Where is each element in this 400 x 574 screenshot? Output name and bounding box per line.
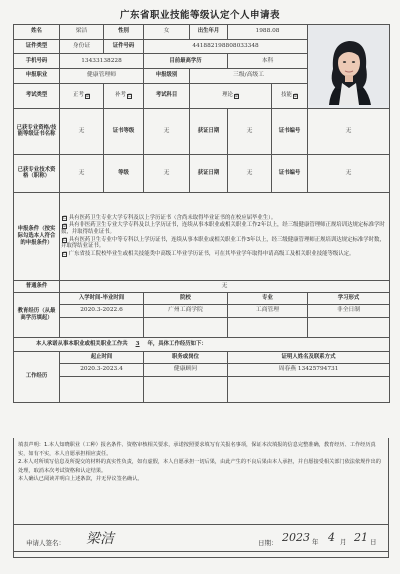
work-row-2-position (144, 376, 228, 402)
work-row-2-period (60, 376, 144, 402)
work-intro (14, 337, 390, 351)
table-row (14, 363, 390, 376)
work-exp-label: 工作经历 (14, 351, 60, 402)
exam-subject-theory-checkbox[interactable]: ☑ (234, 93, 239, 99)
id-type-value: 身份证 (60, 39, 104, 54)
birth-value: 1988.08 (228, 25, 308, 40)
condition-option-3[interactable] (61, 236, 388, 250)
education-label: 目前最高学历 (144, 54, 228, 69)
exam-subject-skill[interactable] (272, 83, 308, 108)
issue-date-label-2: 获证日期 (190, 154, 228, 192)
exam-type-normal-label: 正考 (73, 92, 84, 99)
edu-row-1-school: 广州工商学院 (144, 304, 228, 317)
edu-row-1-mode: 非全日制 (308, 304, 390, 317)
edu-header-period: 入学时间-毕业时间 (60, 292, 144, 304)
work-row-1-reference: 周春燕 13425794731 (228, 363, 390, 376)
id-number-label: 证件号码 (104, 39, 144, 54)
date-month: 4 (328, 531, 335, 544)
exam-type-makeup-checkbox[interactable]: ☐ (127, 93, 132, 99)
grade-label: 等级 (104, 154, 144, 192)
gender-label: 性别 (104, 25, 144, 40)
held-cert-name: 无 (60, 108, 104, 154)
edu-exp-label: 教育经历（从最高学历填起） (14, 292, 60, 337)
work-years-value: 3 (135, 340, 140, 347)
phone-label: 手机号码 (14, 54, 60, 69)
phone-value: 13433138228 (60, 54, 144, 69)
edu-row-1-period: 2020.3-2022.6 (60, 304, 144, 317)
exam-subject-skill-label: 技能 (281, 92, 292, 99)
work-header-period: 起止时间 (60, 351, 144, 363)
declaration-line-1: 填表声明：1.本人知晓职业（工种）报名条件、资格审核相关要求，承诺按照要求填写有关报名事项，保证本次填报的信息完整准确，教育经历、工作经历真实，如有不实，本人自愿承担相应责任。 (18, 442, 376, 457)
work-header-position: 职务或岗位 (144, 351, 228, 363)
level-value: 三级/高级工 (190, 68, 308, 83)
exam-type-makeup[interactable] (104, 83, 144, 108)
application-form-table (13, 24, 390, 403)
signature-row (13, 524, 389, 558)
exam-subject-theory[interactable] (190, 83, 272, 108)
signature-handwritten-name: 梁洁 (86, 531, 114, 547)
condition-option-1[interactable] (61, 214, 388, 222)
level-label: 申报级别 (144, 68, 190, 83)
table-row (14, 304, 390, 317)
date-day: 21 (354, 531, 368, 544)
condition-option-2[interactable] (61, 222, 388, 236)
held-cert-level: 无 (144, 108, 190, 154)
exam-subject-theory-label: 理论 (222, 92, 233, 99)
condition-4-checkbox[interactable]: ☐ (63, 252, 68, 258)
edu-row-2-period (60, 317, 144, 337)
condition-3-text: 具有医药卫生专业中等专科以上学历证书，连续从事本职业或相关职业工作3年以上，经三级健康管理师正规培训达规定标准学时数，并取得结业证书。 (61, 236, 385, 250)
condition-1-text: 具有医药卫生专业大学专科及以上学历证书（含尚未取得毕业证书的在校应届毕业生）。 (68, 214, 277, 221)
occupation-value: 健康管理师 (60, 68, 144, 83)
work-intro-prefix: 本人承诺从事本职业或相关职业工作共 (36, 340, 128, 347)
edu-header-school: 院校 (144, 292, 228, 304)
work-row-1-period: 2020.3-2023.4 (60, 363, 144, 376)
condition-2-checkbox[interactable]: ☑ (63, 223, 68, 229)
birth-label: 出生年月 (190, 25, 228, 40)
edu-row-2-major (228, 317, 308, 337)
cert-no-label-2: 证书编号 (272, 154, 308, 192)
table-row (14, 376, 390, 402)
declaration-line-3: 本人确认已阅读并明白上述条款，并无异议签名确认。 (18, 476, 143, 483)
condition-3-checkbox[interactable]: ☐ (63, 238, 68, 244)
cert-no-label: 证书编号 (272, 108, 308, 154)
edu-row-2-mode (308, 317, 390, 337)
work-intro-suffix: 年，具体工作经历如下： (147, 340, 207, 347)
exam-subject-label: 考试科目 (144, 83, 190, 108)
held-cert-date: 无 (228, 108, 272, 154)
held-title-grade: 无 (144, 154, 190, 192)
education-value: 本科 (228, 54, 308, 69)
held-title-name: 无 (60, 154, 104, 192)
form-title: 广东省职业技能等级认定个人申请表 (119, 10, 280, 21)
date-year-unit: 年 (312, 538, 319, 546)
condition-2-text: 具有非医药卫生专业大学专科及以上学历证书，连续从事本职业或相关职业工作2年以上，经三级健康管理师正规培训达规定标准学时数，并取得结业证书。 (61, 222, 385, 236)
issue-date-label: 获证日期 (190, 108, 228, 154)
exam-type-makeup-label: 补考 (115, 92, 126, 99)
signature-label: 申请人签名： (26, 539, 65, 547)
held-cert-number: 无 (308, 108, 390, 154)
table-row (14, 317, 390, 337)
conditions-label: 申报条件（按实际勾选本人符合的申报条件） (14, 192, 60, 280)
date-month-unit: 月 (340, 538, 347, 546)
declaration-line-2: 2.本人对所填写信息及所提交的材料的真实性负责，如有虚假，本人自愿承担一切后果，由此产生的不良后果由本人承担，并自愿接受相关部门依法依规作出的处理，取消本次考试资格和认定结果。 (18, 459, 381, 474)
held-cert-label: 已获专业资格/技能等级证书名称 (14, 108, 60, 154)
edu-header-major: 专业 (228, 292, 308, 304)
name-label: 姓名 (14, 25, 60, 40)
id-number-value: 441882198808033348 (144, 39, 308, 54)
held-title-date: 无 (228, 154, 272, 192)
exam-type-normal-checkbox[interactable]: ☑ (85, 93, 90, 99)
normal-edu-value: 无 (60, 280, 390, 292)
edu-row-2-school (144, 317, 228, 337)
exam-type-label: 考试类型 (14, 83, 60, 108)
edu-row-1-major: 工商管理 (228, 304, 308, 317)
condition-4-text: 广东省技工院校毕业生或相关技能类中高级工毕业学历证书，可在其毕业学年取得申请高级工及相关职业技能等级认定。 (68, 250, 355, 257)
gender-value: 女 (144, 25, 190, 40)
occupation-label: 申报职业 (14, 68, 60, 83)
work-header-reference: 证明人姓名及联系方式 (228, 351, 390, 363)
held-title-number: 无 (308, 154, 390, 192)
work-row-2-reference (228, 376, 390, 402)
date-year: 2023 (282, 531, 310, 544)
name-value: 梁洁 (60, 25, 104, 40)
date-day-unit: 日 (370, 538, 377, 546)
conditions-list (60, 192, 390, 280)
cert-level-label: 证书等级 (104, 108, 144, 154)
exam-type-normal[interactable] (60, 83, 104, 108)
date-label: 日期： (258, 539, 278, 547)
edu-header-mode: 学习形式 (308, 292, 390, 304)
held-title-label: 已获专业技术资格（职称） (14, 154, 60, 192)
work-row-1-position: 健康顾问 (144, 363, 228, 376)
applicant-photo (308, 25, 390, 109)
condition-option-4[interactable] (61, 251, 388, 259)
id-type-label: 证件类型 (14, 39, 60, 54)
condition-1-checkbox[interactable]: ☐ (63, 216, 68, 222)
applicant-photo-image (309, 25, 389, 105)
normal-edu-label: 普通条件 (14, 280, 60, 292)
exam-subject-skill-checkbox[interactable]: ☑ (293, 93, 298, 99)
